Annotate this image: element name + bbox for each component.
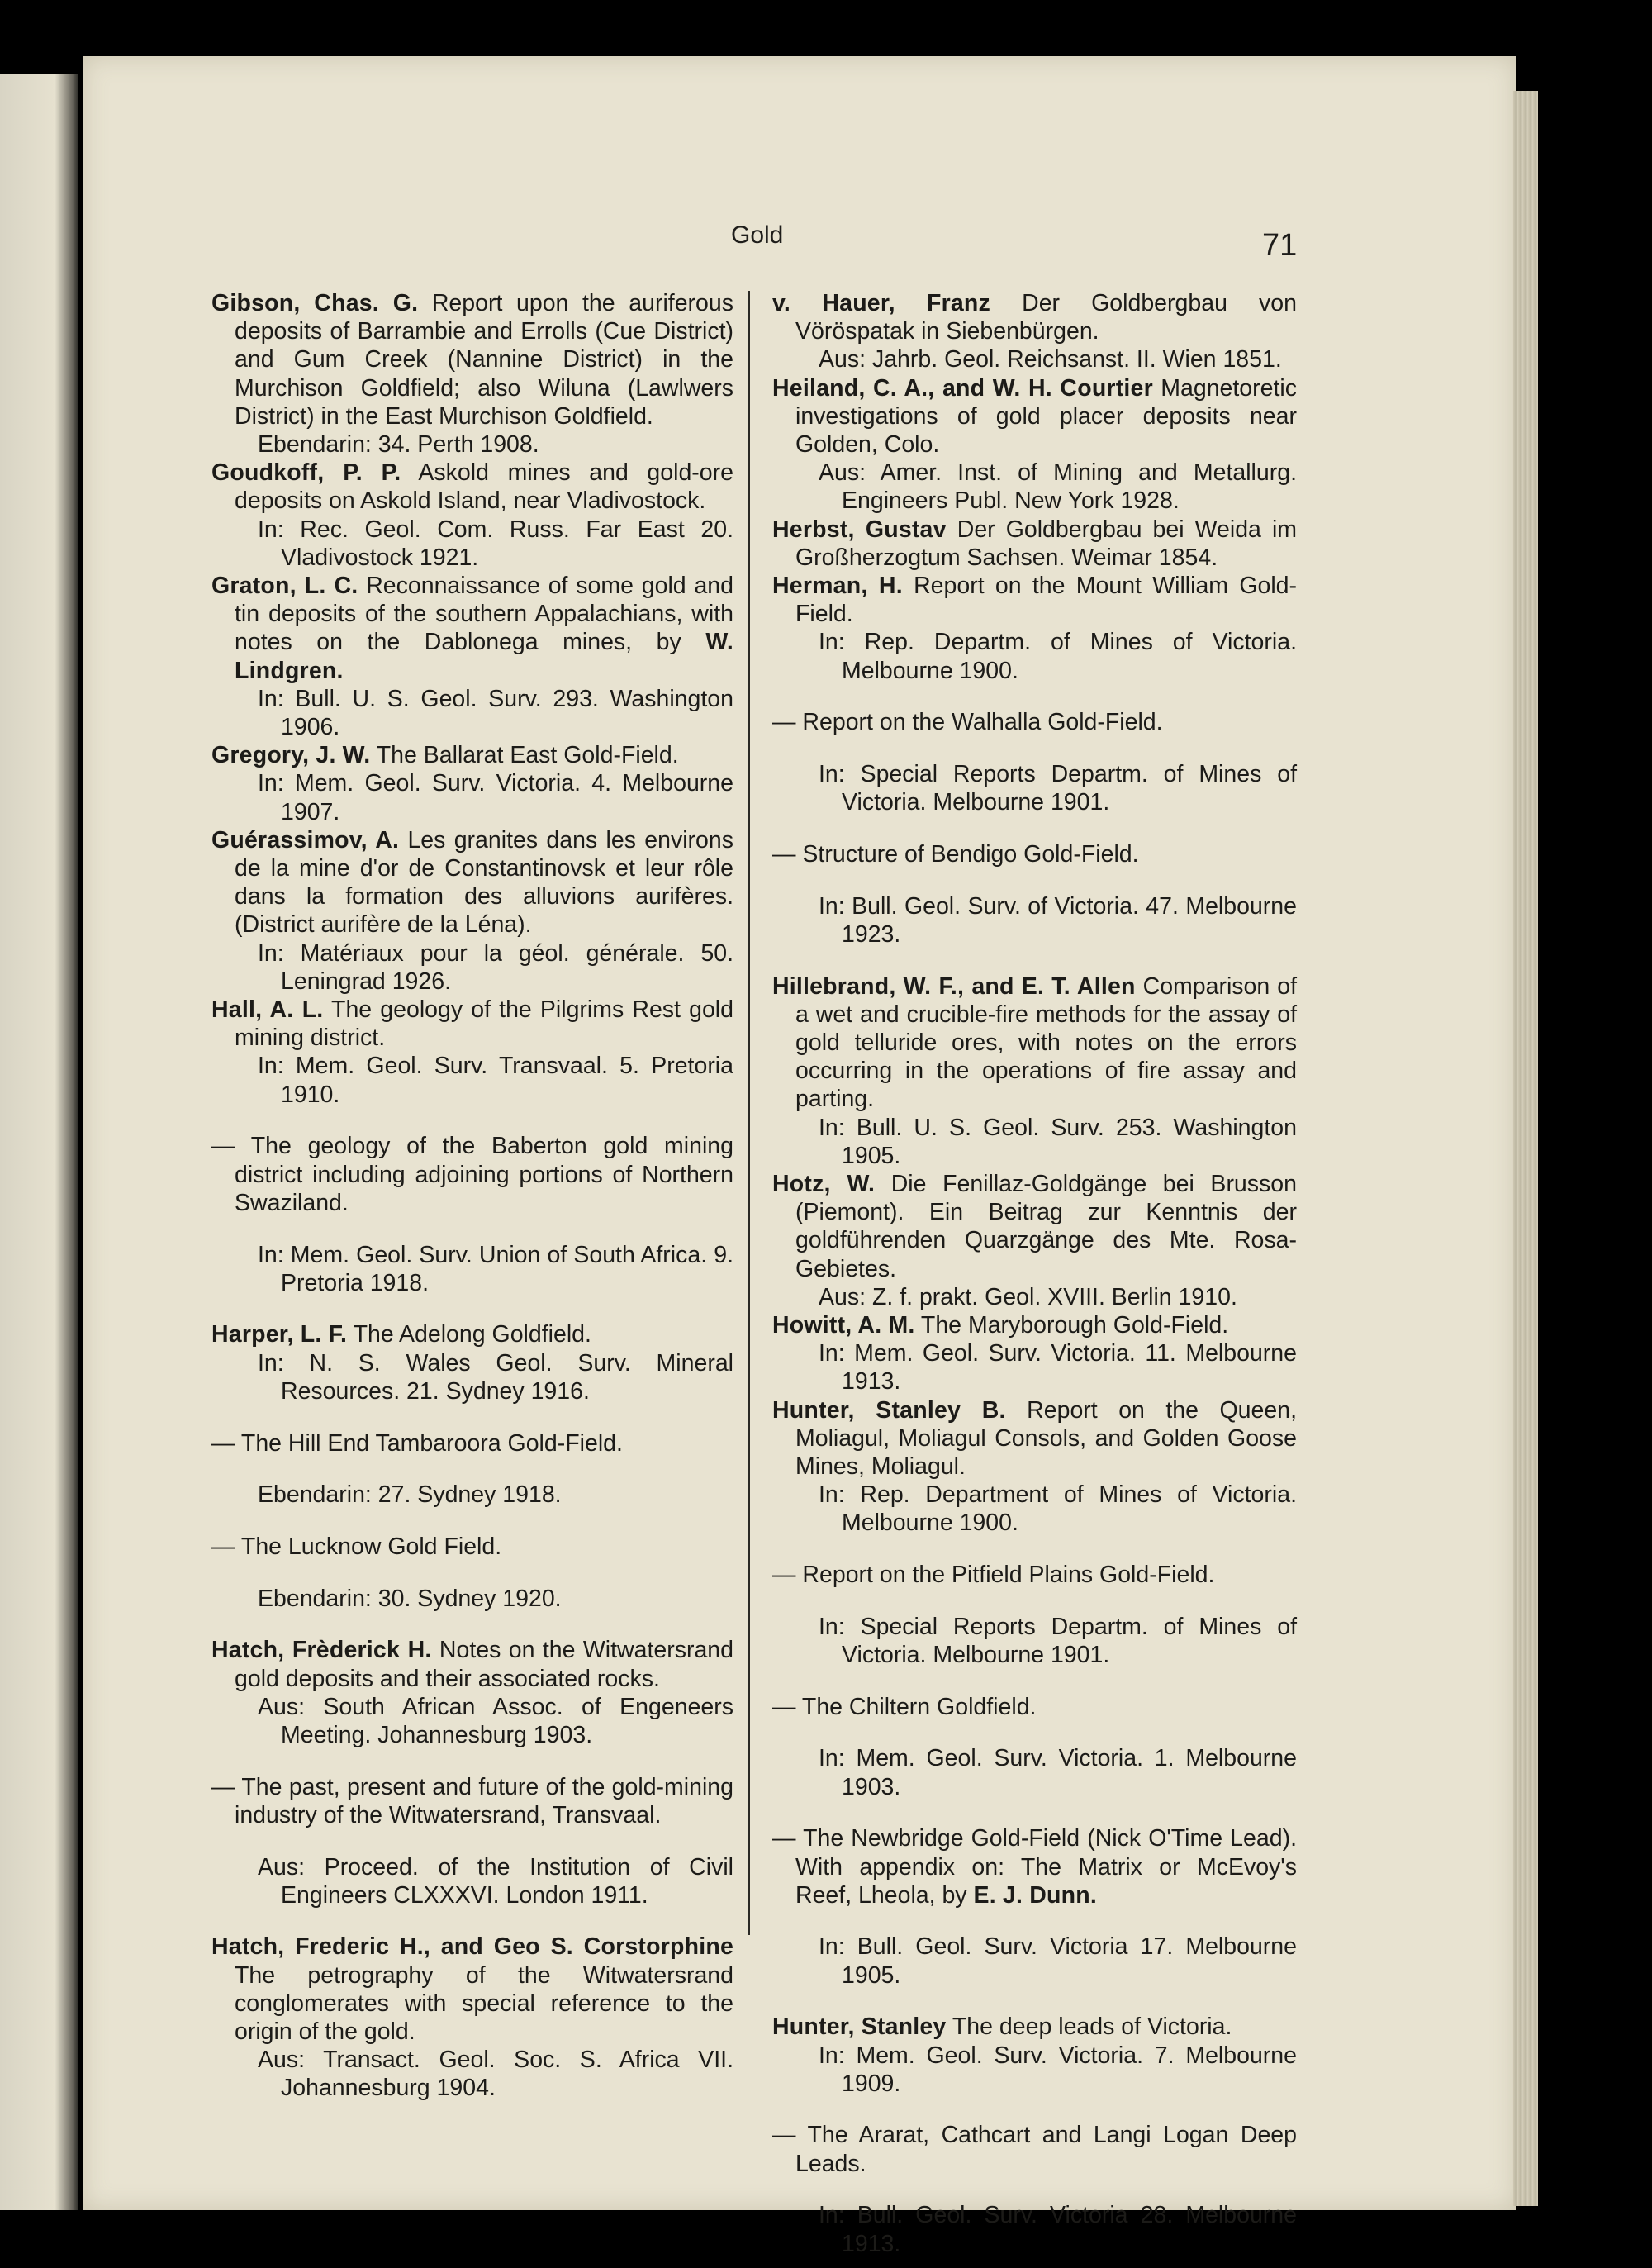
entry-title: The Chiltern Goldfield. xyxy=(801,1693,1037,1720)
entry-title: Report upon the auriferous deposits of Barrambie and Errolls (Cue District) and Gum Creek (Nannine District) in the Murchison Goldfield; also Wiluna (Lawlwers District) in the East Murchison Goldfield. xyxy=(235,290,733,430)
entry-author: Howitt, A. M. xyxy=(772,1312,915,1338)
entry-title: The petrography of the Witwatersrand conglomerates with special reference to the origin of the gold. xyxy=(235,1961,733,2046)
entry-source: In: Bull. U. S. Geol. Surv. 293. Washington 1906. xyxy=(258,685,733,741)
entry-title: The Ararat, Cathcart and Langi Logan Deep Leads. xyxy=(795,2122,1298,2177)
entry-author: Herman, H. xyxy=(772,573,903,600)
entry-source: In: Bull. Geol. Surv. Victoria 28. Melbourne 1913. xyxy=(819,2202,1297,2257)
entry-title: The geology of the Pilgrims Rest gold mining district. xyxy=(235,996,733,1052)
entry-source: Aus: South African Assoc. of Engeneers Meeting. Johannesburg 1903. xyxy=(258,1693,733,1748)
entry-author: Goudkoff, P. P. xyxy=(211,459,401,487)
entry-source: Aus: Jahrb. Geol. Reichsanst. II. Wien 1851. xyxy=(819,346,1282,373)
entry-author: Hall, A. L. xyxy=(211,996,324,1024)
entry-source: Ebendarin: 27. Sydney 1918. xyxy=(258,1481,562,1509)
entry-title: The Hill End Tambaroora Gold-Field. xyxy=(240,1429,623,1457)
entry-source: Ebendarin: 30. Sydney 1920. xyxy=(258,1585,562,1612)
entry-source: Ebendarin: 34. Perth 1908. xyxy=(258,431,539,459)
bibliography-entry xyxy=(211,1320,733,1405)
facing-page-edge xyxy=(0,74,78,2210)
bibliography-entry xyxy=(211,826,733,996)
bibliography-entry xyxy=(211,996,733,1109)
entry-source: In: Mem. Geol. Surv. Victoria. 4. Melbourne 1907. xyxy=(258,770,733,825)
entry-title: Structure of Bendigo Gold-Field. xyxy=(802,840,1139,868)
entry-author: Hunter, Stanley B. xyxy=(772,1396,1006,1424)
bibliography-entry xyxy=(772,840,1297,949)
entry-title: Report on the Pitfield Plains Gold-Field. xyxy=(802,1562,1215,1589)
bibliography-entry xyxy=(211,1533,733,1613)
entry-title: Der Goldbergbau von Vöröspatak in Siebenbürgen. xyxy=(795,290,1297,345)
entry-source: In: Bull. Geol. Surv. of Victoria. 47. Melbourne 1923. xyxy=(819,892,1297,948)
page-number: 71 xyxy=(1262,228,1298,263)
entry-source: Aus: Transact. Geol. Soc. S. Africa VII. Johannesburg 1904. xyxy=(258,2047,733,2102)
bibliography-entry xyxy=(211,459,733,572)
entry-title: Comparison of a wet and crucible-fire methods for the assay of gold telluride ores, with notes on the errors occurring in the operations of fire assay and parting. xyxy=(795,972,1297,1113)
entry-author: Gibson, Chas. G. xyxy=(211,290,419,316)
entry-source: Aus: Z. f. prakt. Geol. XVIII. Berlin 1910. xyxy=(819,1283,1237,1310)
bibliography-entry xyxy=(772,289,1297,374)
entry-source: In: Mem. Geol. Surv. Victoria. 7. Melbourne 1909. xyxy=(819,2042,1297,2097)
entry-source: In: Mem. Geol. Surv. Union of South Africa. 9. Pretoria 1918. xyxy=(258,1241,733,1296)
entry-coauthor: E. J. Dunn. xyxy=(973,1881,1097,1909)
bibliography-entry xyxy=(211,741,733,826)
bibliography-entry xyxy=(772,2013,1297,2098)
entry-coauthor: W. Lindgren. xyxy=(235,629,734,684)
bibliography-entry xyxy=(211,1636,733,1749)
entry-source: In: N. S. Wales Geol. Surv. Mineral Resources. 21. Sydney 1916. xyxy=(258,1349,733,1405)
entry-title: The past, present and future of the gold-mining industry of the Witwatersrand, Transvaal. xyxy=(235,1773,734,1828)
entry-title: The Lucknow Gold Field. xyxy=(240,1533,502,1560)
entry-author: Guérassimov, A. xyxy=(211,826,400,853)
entry-source: In: Rep. Department of Mines of Victoria. Melbourne 1900. xyxy=(819,1481,1297,1537)
entry-author: Hunter, Stanley xyxy=(772,2014,947,2041)
bibliography-entry xyxy=(772,374,1297,516)
entry-title: Report on the Mount William Gold-Field. xyxy=(795,573,1298,628)
entry-title: Askold mines and gold-ore deposits on Askold Island, near Vladivostock. xyxy=(235,459,733,515)
entry-author: Gregory, J. W. xyxy=(211,742,371,769)
entry-source: In: Mem. Geol. Surv. Victoria. 11. Melbourne 1913. xyxy=(819,1340,1297,1396)
bibliography-entry xyxy=(772,708,1297,816)
entry-title: Report on the Walhalla Gold-Field. xyxy=(802,709,1163,736)
entry-source: In: Rep. Departm. of Mines of Victoria. Melbourne 1900. xyxy=(819,629,1297,684)
bibliography-entry xyxy=(772,2121,1297,2257)
bibliography-entry xyxy=(772,1311,1297,1396)
entry-source: In: Bull. Geol. Surv. Victoria 17. Melbourne 1905. xyxy=(819,1933,1297,1989)
entry-author: Hotz, W. xyxy=(772,1170,876,1197)
entry-source: In: Bull. U. S. Geol. Surv. 253. Washington 1905. xyxy=(819,1114,1297,1169)
bibliography-entry xyxy=(772,972,1297,1170)
entry-source: In: Matériaux pour la géol. générale. 50. Leningrad 1926. xyxy=(258,939,733,995)
entry-title: The Maryborough Gold-Field. xyxy=(920,1312,1229,1338)
entry-title: The deep leads of Victoria. xyxy=(952,2014,1232,2041)
entry-source: In: Special Reports Departm. of Mines of Victoria. Melbourne 1901. xyxy=(819,1613,1297,1669)
bibliography-entry xyxy=(211,289,733,459)
column-divider xyxy=(748,291,750,1935)
bibliography-entry xyxy=(772,1824,1297,1990)
bibliography-entry xyxy=(211,572,733,741)
entry-author: Harper, L. F. xyxy=(211,1321,348,1348)
entry-title: Notes on the Witwatersrand gold deposits and their associated rocks. xyxy=(235,1637,734,1692)
bibliography-entry xyxy=(772,1561,1297,1669)
bibliography-entry xyxy=(772,516,1297,572)
entry-title: The Ballarat East Gold-Field. xyxy=(376,742,679,769)
entry-source: In: Special Reports Departm. of Mines of Victoria. Melbourne 1901. xyxy=(819,761,1297,816)
entry-author: Hatch, Frèderick H. xyxy=(211,1637,432,1664)
entry-author: Hatch, Frederic H., and Geo S. Corstorphine xyxy=(211,1933,733,1961)
entry-author: Graton, L. C. xyxy=(211,573,358,600)
bibliography-entry xyxy=(211,1933,733,2102)
entry-title: The geology of the Baberton gold mining district including adjoining portions of Northern Swaziland. xyxy=(235,1133,733,1216)
entry-title: The Adelong Goldfield. xyxy=(353,1321,591,1348)
entry-source: Aus: Proceed. of the Institution of Civil Engineers CLXXXVI. London 1911. xyxy=(258,1853,733,1909)
entry-source: In: Mem. Geol. Surv. Transvaal. 5. Pretoria 1910. xyxy=(258,1053,733,1108)
bibliography-entry xyxy=(211,1773,733,1909)
entry-title: Les granites dans les environs de la mine d'or de Constantinovsk et leur rôle dans la formation des alluvions aurifères. (District aurifère de la Léna). xyxy=(235,826,733,939)
entry-title: Reconnaissance of some gold and tin deposits of the southern Appalachians, with notes on the Dablonega mines, by xyxy=(235,573,733,656)
bibliography-entry xyxy=(211,1132,733,1297)
bibliography-entry xyxy=(211,1429,733,1510)
right-column xyxy=(772,289,1297,2268)
bibliography-entry xyxy=(772,572,1297,685)
entry-title: The Newbridge Gold-Field (Nick O'Time Lead). With appendix on: The Matrix or McEvoy's Reef, Lheola, by xyxy=(795,1825,1297,1909)
entry-title: Report on the Queen, Moliagul, Moliagul Consols, and Golden Goose Mines, Moliagul. xyxy=(795,1396,1297,1481)
entry-title: Die Fenillaz-Goldgänge bei Brusson (Piemont). Ein Beitrag zur Kenntnis der goldführenden Quarzgänge des Mte. Rosa-Gebietes. xyxy=(795,1170,1297,1282)
running-head: Gold xyxy=(731,221,784,249)
bibliography-entry xyxy=(772,1396,1297,1538)
entry-author: Herbst, Gustav xyxy=(772,516,947,543)
entry-source: Aus: Amer. Inst. of Mining and Metallurg. Engineers Publ. New York 1928. xyxy=(819,459,1297,515)
entry-source: In: Rec. Geol. Com. Russ. Far East 20. Vladivostock 1921. xyxy=(258,516,733,571)
entry-author: Heiland, C. A., and W. H. Courtier xyxy=(772,374,1153,402)
entry-source: In: Mem. Geol. Surv. Victoria. 1. Melbourne 1903. xyxy=(819,1745,1297,1800)
entry-title: Magnetoretic investigations of gold placer deposits near Golden, Colo. xyxy=(795,374,1298,459)
entry-title: Der Goldbergbau bei Weida im Großherzogtum Sachsen. Weimar 1854. xyxy=(795,516,1298,571)
page-stack-edge xyxy=(1513,91,1538,2206)
entry-author: Hillebrand, W. F., and E. T. Allen xyxy=(772,972,1136,1000)
bibliography-entry xyxy=(772,1170,1297,1311)
left-column xyxy=(211,289,733,2103)
entry-author: v. Hauer, Franz xyxy=(772,290,990,316)
bibliography-entry xyxy=(772,1693,1297,1801)
